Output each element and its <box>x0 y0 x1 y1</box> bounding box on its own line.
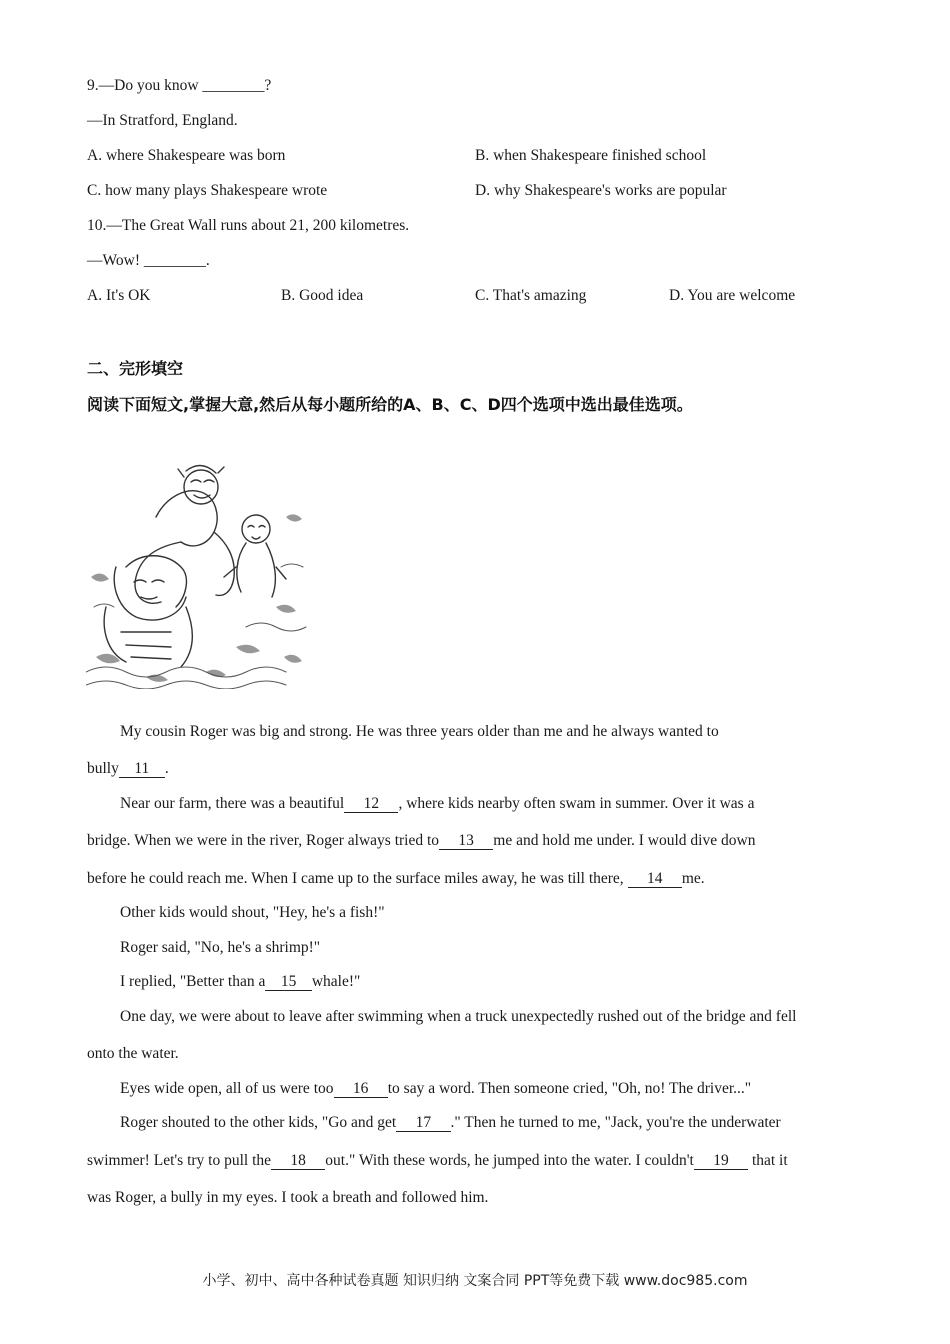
blank-number: 14 <box>646 870 663 887</box>
blank-14 <box>628 870 682 888</box>
blank-17 <box>396 1114 450 1132</box>
blank-13 <box>439 832 493 850</box>
blank-18 <box>271 1152 325 1170</box>
q10-option-c: C. That's amazing <box>475 287 587 304</box>
rescue-illustration <box>86 457 310 689</box>
passage-text: swimmer! Let's try to pull the <box>87 1152 272 1169</box>
blank-number: 15 <box>280 973 297 990</box>
blank-number: 19 <box>713 1152 729 1169</box>
passage-line <box>87 760 169 778</box>
passage-text: before he could reach me. When I came up to the surface miles away, he was till there, <box>87 870 624 887</box>
passage-text: bully <box>87 760 119 777</box>
blank-15 <box>265 973 312 991</box>
passage-line: One day, we were about to leave after swimming when a truck unexpectedly rushed out of the bridge and fell <box>120 1008 797 1025</box>
passage-text: bridge. When we were in the river, Roger always tried to <box>87 832 440 849</box>
passage-text: ." Then he turned to me, "Jack, you're the underwater <box>450 1114 781 1131</box>
passage-line <box>120 1080 751 1098</box>
q9-answer: —In Stratford, England. <box>87 112 238 129</box>
passage-line <box>120 973 360 991</box>
passage-text: me and hold me under. I would dive down <box>493 832 756 849</box>
passage-line: Other kids would shout, "Hey, he's a fish!" <box>120 904 385 921</box>
q9-stem: 9.—Do you know ________? <box>87 77 272 94</box>
q10-option-d: D. You are welcome <box>669 287 796 304</box>
q9-option-d: D. why Shakespeare's works are popular <box>475 182 727 199</box>
passage-text: , where kids nearby often swam in summer. Over it was a <box>398 795 755 812</box>
q10-option-a: A. It's OK <box>87 287 151 304</box>
passage-text: Eyes wide open, all of us were too <box>120 1080 334 1097</box>
passage-line <box>87 870 705 888</box>
passage-text: out." With these words, he jumped into the water. I couldn't <box>325 1152 694 1169</box>
passage-line <box>87 832 755 850</box>
blank-11 <box>119 760 165 778</box>
page-footer: 小学、初中、高中各种试卷真题 知识归纳 文案合同 PPT等免费下载 www.doc985.com <box>202 1273 748 1289</box>
blank-number: 16 <box>352 1080 369 1097</box>
section-instruction: 阅读下面短文,掌握大意,然后从每小题所给的A、B、C、D四个选项中选出最佳选项。 <box>87 395 693 414</box>
blank-number: 11 <box>134 760 150 777</box>
blank-16 <box>334 1080 388 1098</box>
passage-line: My cousin Roger was big and strong. He was three years older than me and he always wanted to <box>120 723 719 740</box>
passage-text: . <box>164 760 169 777</box>
passage-text: Near our farm, there was a beautiful <box>120 795 345 812</box>
passage-line <box>120 1114 781 1132</box>
passage-text: to say a word. Then someone cried, "Oh, no! The driver..." <box>387 1080 752 1097</box>
passage-text: Roger shouted to the other kids, "Go and get <box>120 1114 397 1131</box>
blank-number: 13 <box>458 832 474 849</box>
passage-text: I replied, "Better than a <box>120 973 266 990</box>
passage-text: whale!" <box>311 973 361 990</box>
q10-answer: —Wow! ________. <box>87 252 210 269</box>
blank-number: 17 <box>415 1114 432 1131</box>
passage-text: me. <box>681 870 705 887</box>
q9-option-b: B. when Shakespeare finished school <box>475 147 707 164</box>
passage-text: that it <box>751 1152 788 1169</box>
passage-line: Roger said, "No, he's a shrimp!" <box>120 939 321 956</box>
q10-stem: 10.—The Great Wall runs about 21, 200 kilometres. <box>87 217 410 234</box>
blank-12 <box>344 795 398 813</box>
passage-line <box>120 795 754 813</box>
section-title: 二、完形填空 <box>87 359 184 378</box>
passage-line: was Roger, a bully in my eyes. I took a breath and followed him. <box>87 1189 489 1206</box>
q9-option-a: A. where Shakespeare was born <box>87 147 286 164</box>
blank-19 <box>694 1152 748 1170</box>
q9-option-c: C. how many plays Shakespeare wrote <box>87 182 328 199</box>
blank-number: 12 <box>363 795 380 812</box>
blank-number: 18 <box>290 1152 306 1169</box>
q10-option-b: B. Good idea <box>281 287 364 304</box>
passage-line <box>87 1152 788 1170</box>
passage-line: onto the water. <box>87 1045 179 1062</box>
